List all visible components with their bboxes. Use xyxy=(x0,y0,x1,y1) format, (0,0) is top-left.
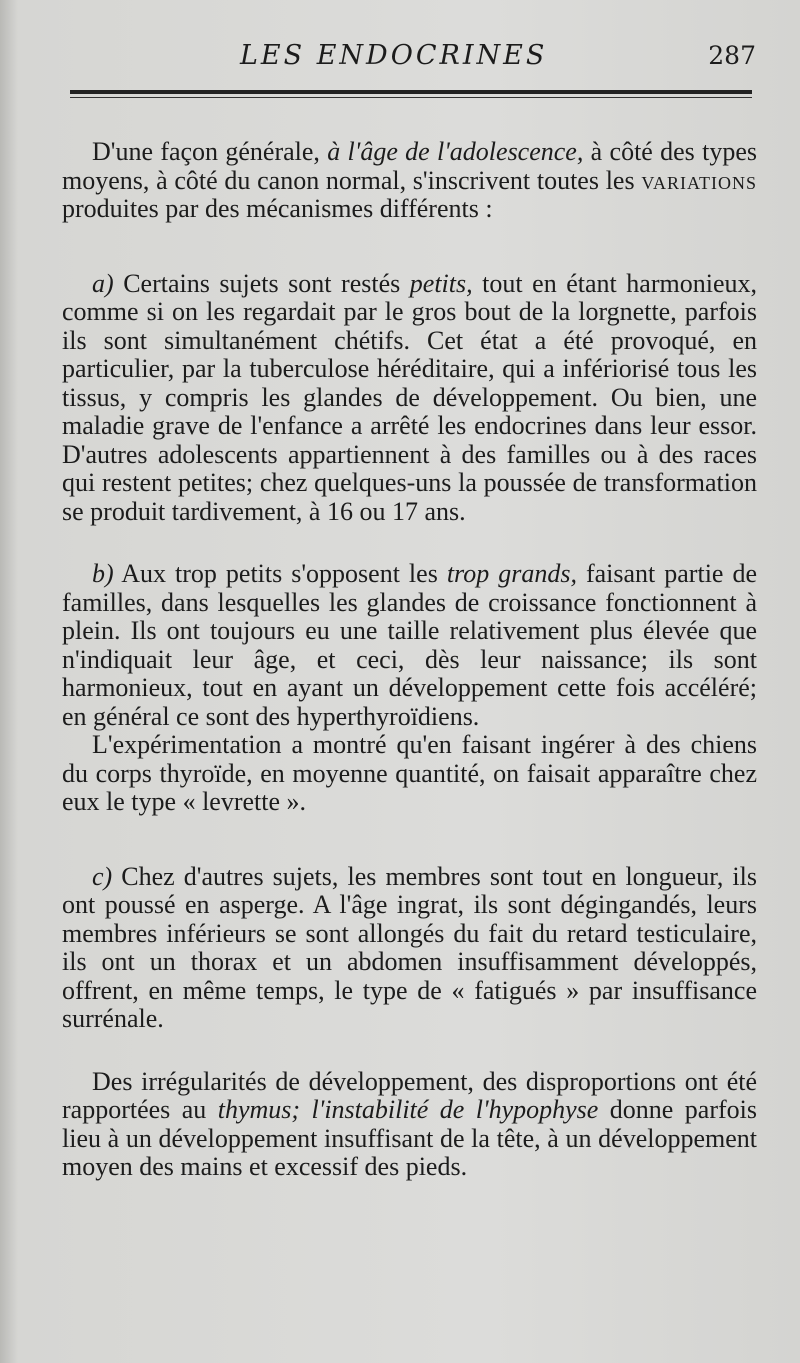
paragraph-3 xyxy=(62,560,757,731)
paragraph-6-emphasis: thymus; l'instabilité de l'hypophyse xyxy=(217,1095,599,1124)
paragraph-6-text-c: donne parfois lieu à un développement insuffisant de la tête, à un développement moyen des mains et excessif des pieds. xyxy=(62,1095,757,1181)
paragraph-3-text-d: faisant partie de familles, dans lesquelles les glandes de croissance fonctionnent à plein. Ils ont toujours eu une taille relativement plus élevée que n'indiquait leur âge, et ceci, dès leur naissance; ils sont harmonieux, tout en ayant un développement cette fois accéléré; en général ce sont des hyperthyroïdiens. xyxy=(62,559,757,731)
paragraph-4: L'expérimentation a montré qu'en faisant ingérer à des chiens du corps thyroïde, en moyenne quantité, on faisait apparaître chez eux le type « levrette ». xyxy=(62,730,757,816)
page-body xyxy=(62,138,757,1182)
paragraph-1-emphasis: à l'âge de l'adolescence, xyxy=(327,137,584,166)
paragraph-1-small-caps: variations xyxy=(641,165,757,195)
paragraph-2 xyxy=(62,270,757,527)
paragraph-1 xyxy=(62,138,757,224)
paragraph-3-text-b: Aux trop petits s'opposent les xyxy=(113,559,447,588)
paragraph-3-emphasis: trop grands, xyxy=(446,559,577,588)
paragraph-5 xyxy=(62,863,757,1034)
paragraph-2-emphasis: petits, xyxy=(409,268,473,298)
page-number: 287 xyxy=(708,41,756,70)
paragraph-1-text-a: D'une façon générale, xyxy=(92,137,328,166)
paragraph-2-marker: a) xyxy=(92,268,114,298)
paragraph-6-text-a: Des irrégularités de développement, des disproportions ont été rapportées au xyxy=(62,1066,757,1124)
paragraph-2-text-b: Certains sujets sont restés xyxy=(113,268,410,298)
page-header xyxy=(70,40,760,80)
paragraph-2-text-d: tout en étant harmonieux, comme si on les regardait par le gros bout de la lorgnette, parfois ils sont simultanément chétifs. Cet état a été provoqué, en particulier, par la tuberculose héréditaire, qui a infériorisé tous les tissus, y compris les glandes de développement. Ou bien, une maladie grave de l'enfance a arrêté les endocrines dans leur essor. D'autres adolescents appartiennent à des familles ou à des races qui restent petites; chez quelques-uns la poussée de transformation se produit tardivement, à 16 ou 17 ans. xyxy=(62,268,757,526)
paragraph-1-text-e: produites par des mécanismes différents : xyxy=(62,194,493,223)
running-title: LES ENDOCRINES xyxy=(240,40,548,71)
paragraph-1-text-c: à côté des types moyens, à côté du canon normal, s'inscrivent toutes les xyxy=(62,137,757,195)
paragraph-5-text-b: Chez d'autres sujets, les membres sont tout en longueur, ils ont poussé en asperge. A l'âge ingrat, ils sont dégingandés, leurs membres inférieurs se sont allongés du fait du retard testiculaire, ils ont un thorax et un abdomen insuffisamment développés, offrent, en même temps, le type de « fatigués » par insuffisance surrénale. xyxy=(62,861,757,1033)
paragraph-5-marker: c) xyxy=(92,861,113,891)
paragraph-6 xyxy=(62,1068,757,1182)
header-rule xyxy=(70,90,752,98)
paragraph-3-marker: b) xyxy=(92,559,114,588)
